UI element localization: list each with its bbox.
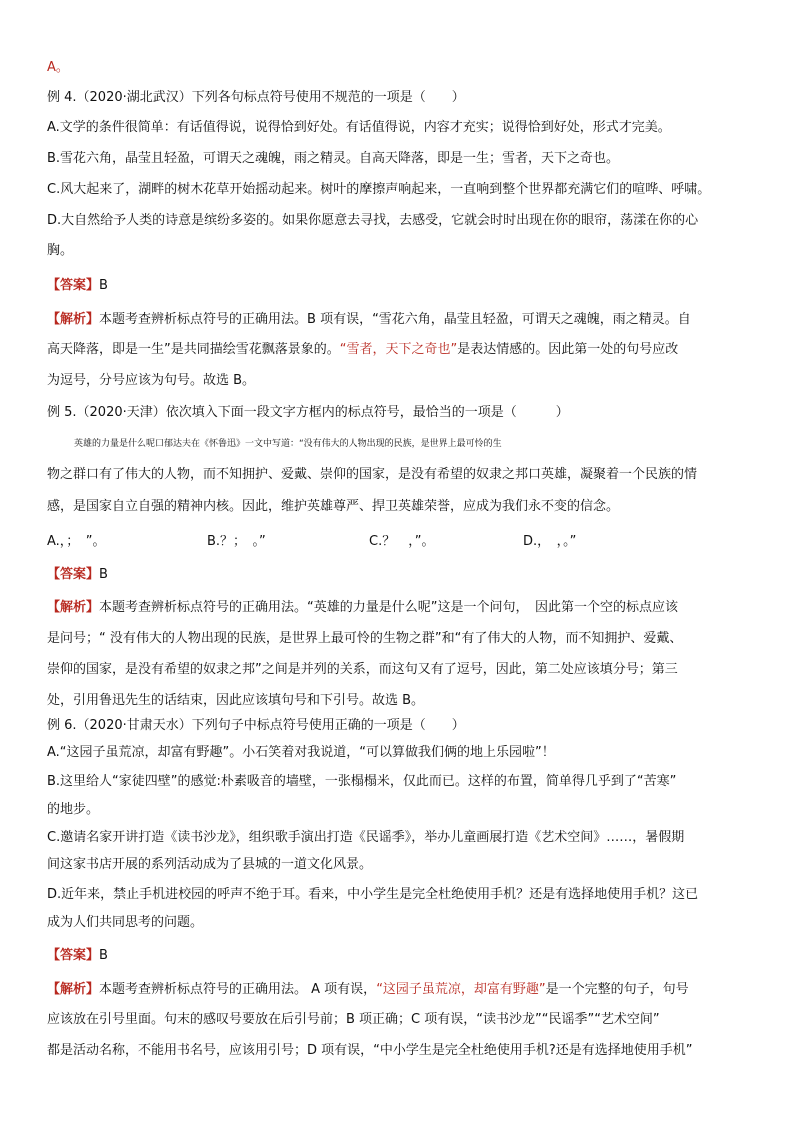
q6-option-b-line1: B.这里给人“家徒四壁”的感觉:朴素吸音的墙壁，一张榻榻米，仅此而已。这样的布置，简单得几乎到了“苦寒” [47, 774, 677, 789]
q4-stem: 例 4.（2020·湖北武汉）下列各句标点符号使用不规范的一项是（ ） [47, 90, 465, 105]
q5-option-b: B.？； 。” [207, 534, 266, 549]
q5-option-c: C.？ ，”。 [369, 534, 435, 549]
previous-answer-tail: A。 [47, 60, 69, 75]
q5-passage-line1: 英雄的力量是什么呢口郁达夫在《怀鲁迅》一文中写道：“没有伟大的人物出现的民族，是世界上最可怜的生 [74, 439, 502, 449]
answer-tag: 【答案】 [47, 278, 100, 293]
q4-option-c: C.风大起来了，湖畔的树木花草开始摇动起来。树叶的摩擦声响起来，一直响到整个世界都充满它们的喧哗、呼啸。 [47, 182, 711, 197]
q4-analysis-line1: 【解析】本题考查辨析标点符号的正确用法。B 项有误，“雪花六角，晶莹且轻盈，可谓天之魂魄，雨之精灵。自 [47, 312, 691, 327]
q4-analysis-line3: 为逗号，分号应该为句号。故选 B。 [47, 373, 256, 388]
q6-stem: 例 6.（2020·甘肃天水）下列句子中标点符号使用正确的一项是（ ） [47, 718, 465, 733]
answer-value: B [99, 948, 108, 963]
analysis-tag: 【解析】 [47, 312, 100, 327]
highlighted-quote: “雪者，天下之奇也” [339, 342, 458, 357]
q6-option-a: A.“这园子虽荒凉，却富有野趣”。小石笑着对我说道，“可以算做我们俩的地上乐园啦”！ [47, 745, 555, 760]
q5-option-d: D.， ，。” [523, 534, 577, 549]
q5-option-a: A.，； ”。 [47, 534, 106, 549]
q4-option-b: B.雪花六角，晶莹且轻盈，可谓天之魂魄，雨之精灵。自高天降落，即是一生；雪者，天下之奇也。 [47, 151, 620, 166]
q5-passage-line3: 感，是国家自立自强的精神内核。因此，维护英雄尊严、捍卫英雄荣誉，应成为我们永不变的信念。 [47, 499, 620, 514]
q4-option-a: A.文学的条件很简单：有话值得说，说得恰到好处。有话值得说，内容才充实；说得恰到好处，形式才完美。 [47, 120, 671, 135]
q5-analysis-line1: 【解析】本题考查辨析标点符号的正确用法。“英雄的力量是什么呢”这是一个问句， 因此第一个空的标点应该 [47, 600, 678, 615]
q6-option-b-line2: 的地步。 [47, 802, 100, 817]
q4-answer [47, 276, 761, 296]
q5-stem: 例 5.（2020·天津）依次填入下面一段文字方框内的标点符号，最恰当的一项是（ ） [47, 405, 569, 420]
q6-option-c-line2: 间这家书店开展的系列活动成为了县城的一道文化风景。 [47, 857, 373, 872]
q6-analysis-line1: 【解析】本题考查辨析标点符号的正确用法。 A 项有误，“这园子虽荒凉，却富有野趣”是一个完整的句子，句号 [47, 982, 689, 997]
analysis-tag: 【解析】 [47, 600, 100, 615]
q6-option-d-line2: 成为人们共同思考的问题。 [47, 915, 204, 930]
q5-passage-line2: 物之群口有了伟大的人物，而不知拥护、爱戴、崇仰的国家，是没有希望的奴隶之邦口英雄，凝聚着一个民族的情 [47, 467, 698, 482]
q4-option-d-line2: 胸。 [47, 243, 74, 258]
q5-analysis-line4: 处，引用鲁迅先生的话结束，因此应该填句号和下引号。故选 B。 [47, 693, 425, 708]
q6-option-d-line1: D.近年来，禁止手机进校园的呼声不绝于耳。看来，中小学生是完全杜绝使用手机？还是有选择地使用手机？这已 [47, 887, 699, 902]
q6-option-c-line1: C.邀请名家开讲打造《读书沙龙》，组织歌手演出打造《民谣季》，举办儿童画展打造《艺术空间》……，暑假期 [47, 830, 685, 845]
answer-tag: 【答案】 [47, 567, 100, 582]
q6-answer [47, 946, 761, 966]
q5-analysis-line2: 是问号；“ 没有伟大的人物出现的民族，是世界上最可怜的生物之群”和“有了伟大的人物，而不知拥护、爱戴、 [47, 631, 683, 646]
q4-option-d-line1: D.大自然给予人类的诗意是缤纷多姿的。如果你愿意去寻找，去感受，它就会时时出现在你的眼帘，荡漾在你的心 [47, 213, 699, 228]
q5-analysis-line3: 崇仰的国家，是没有希望的奴隶之邦”之间是并列的关系，而这句又有了逗号，因此，第二处应该填分号；第三 [47, 662, 678, 677]
analysis-tag: 【解析】 [47, 982, 100, 997]
answer-value: B [99, 567, 108, 582]
q6-analysis-line3: 都是活动名称，不能用书名号，应该用引号；D 项有误，“中小学生是完全杜绝使用手机?还是有选择地使用手机” [47, 1043, 693, 1058]
answer-value: B [99, 278, 108, 293]
q4-analysis-line2: 高天降落，即是一生”是共同描绘雪花飘落景象的。“雪者，天下之奇也”是表达情感的。因此第一处的句号应改 [47, 342, 679, 357]
q6-analysis-line2: 应该放在引号里面。句末的感叹号要放在后引号前；B 项正确；C 项有误，“读书沙龙”“民谣季”“艺术空间” [47, 1012, 660, 1027]
highlighted-quote: “这园子虽荒凉，却富有野趣” [376, 982, 546, 997]
q5-answer [47, 565, 761, 585]
answer-tag: 【答案】 [47, 948, 100, 963]
